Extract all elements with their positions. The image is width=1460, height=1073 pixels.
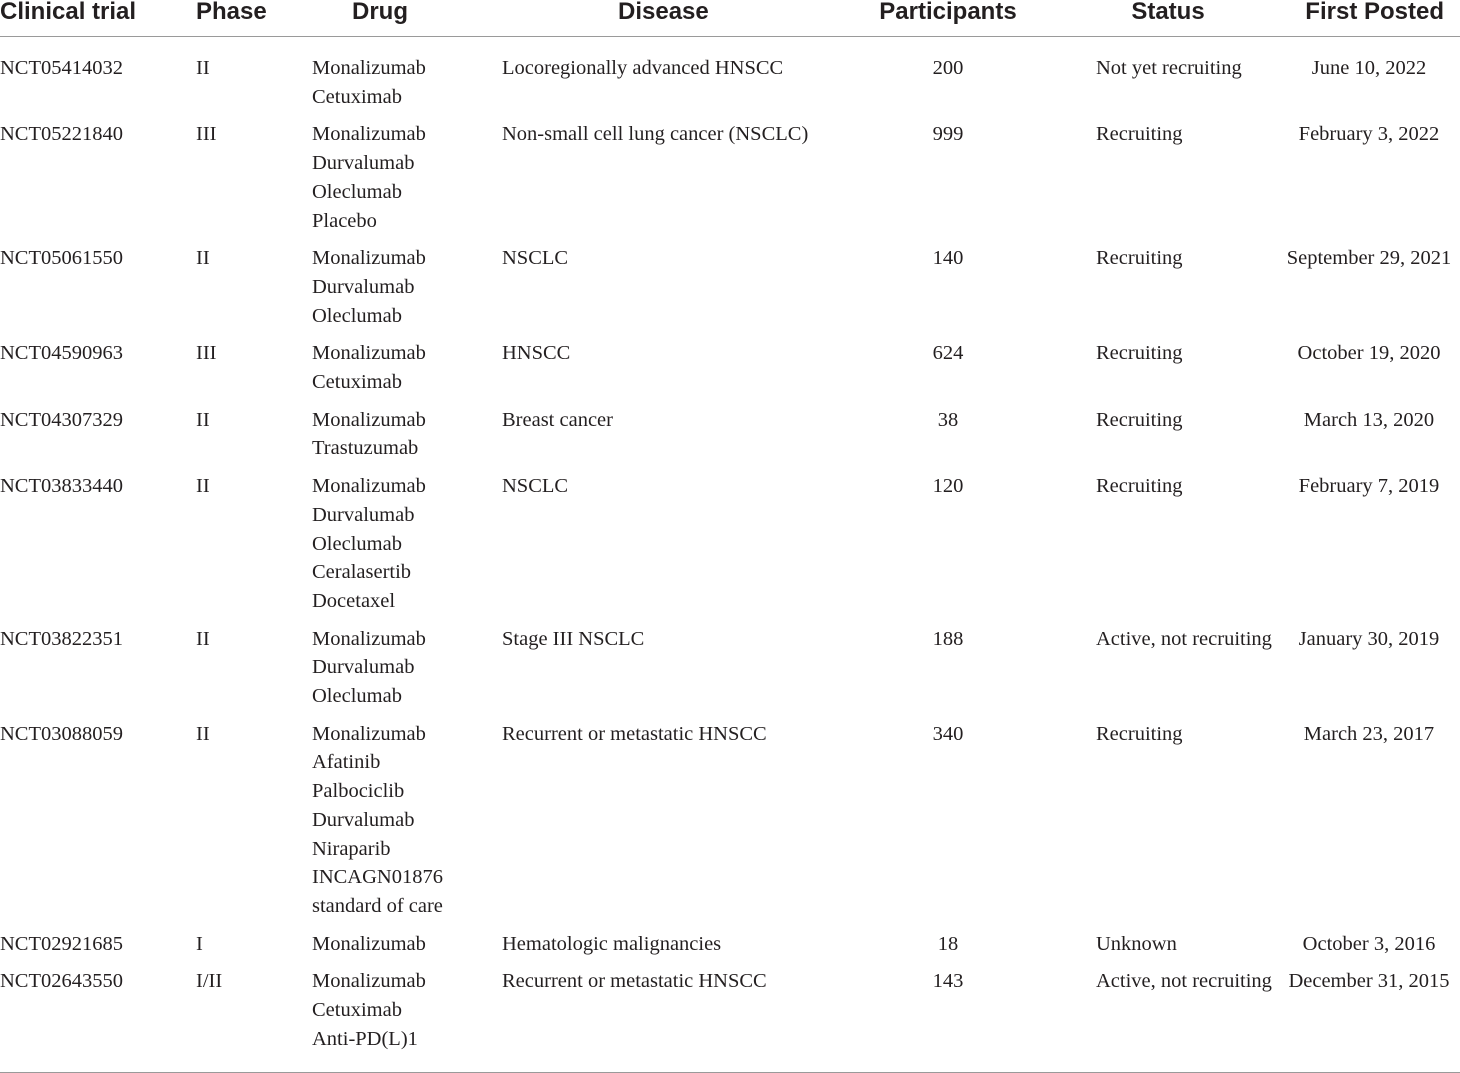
cell-disease: NSCLC: [502, 247, 569, 270]
header-phase: Phase: [192, 0, 312, 37]
cell-drug: [312, 37, 502, 121]
drug-name: INCAGN01876: [312, 866, 443, 889]
drug-name: Oleclumab: [312, 532, 402, 555]
drug-name: Anti-PD(L)1: [312, 1027, 418, 1050]
cell-first-posted: December 31, 2015: [1278, 967, 1460, 1072]
cell-participants: 340: [932, 722, 964, 745]
cell-status: Recruiting: [1096, 722, 1183, 745]
table-row: [0, 120, 1460, 244]
drug-name: Monalizumab: [312, 247, 426, 270]
cell-status: Recruiting: [1096, 247, 1183, 270]
drug-name: Monalizumab: [312, 475, 426, 498]
drug-name: Monalizumab: [312, 408, 426, 431]
drug-name: Durvalumab: [312, 503, 415, 526]
cell-participants: 999: [932, 123, 964, 146]
cell-phase: II: [196, 722, 210, 745]
drug-name: Placebo: [312, 209, 377, 232]
cell-status: Active, not recruiting: [1058, 967, 1278, 1072]
drug-name: Afatinib: [312, 751, 381, 774]
cell-phase: I: [196, 932, 203, 955]
cell-first-posted: January 30, 2019: [1298, 627, 1440, 650]
cell-first-posted: October 19, 2020: [1297, 342, 1441, 365]
cell-clinical-trial: NCT05061550: [0, 247, 123, 270]
cell-participants: 120: [932, 475, 964, 498]
drug-name: Durvalumab: [312, 808, 415, 831]
drug-name: Monalizumab: [312, 57, 426, 79]
cell-disease: NSCLC: [502, 475, 569, 498]
cell-disease: Breast cancer: [502, 408, 613, 431]
table-row: [0, 37, 1460, 121]
cell-drug: [312, 720, 502, 930]
drug-name: Oleclumab: [312, 304, 402, 327]
table-row: [0, 244, 1460, 339]
cell-drug: [312, 472, 502, 625]
header-drug: Drug: [312, 0, 502, 37]
cell-first-posted: March 13, 2020: [1303, 408, 1435, 431]
table-row: [0, 967, 1460, 1072]
cell-first-posted: September 29, 2021: [1286, 247, 1452, 270]
drug-name: Niraparib: [312, 837, 391, 860]
header-status: Status: [1058, 0, 1278, 37]
cell-clinical-trial: NCT05221840: [0, 123, 123, 146]
header-row: [0, 0, 1460, 37]
table-header: [0, 0, 1460, 37]
cell-participants: 140: [932, 247, 964, 270]
cell-drug: [312, 406, 502, 472]
cell-participants: 18: [937, 932, 959, 955]
cell-drug: [312, 930, 502, 968]
cell-status: Unknown: [1096, 932, 1177, 955]
table-row: [0, 625, 1460, 720]
drug-name: Oleclumab: [312, 685, 402, 708]
cell-status: Recruiting: [1096, 123, 1183, 146]
drug-name: Monalizumab: [312, 722, 426, 745]
cell-drug: [312, 120, 502, 244]
drug-name: Cetuximab: [312, 371, 402, 394]
cell-drug: [312, 967, 502, 1072]
cell-first-posted: February 7, 2019: [1298, 475, 1440, 498]
drug-name: Ceralasertib: [312, 561, 412, 584]
drug-name: standard of care: [312, 894, 443, 917]
table-row: [0, 472, 1460, 625]
cell-phase: I/II: [192, 967, 312, 1072]
cell-first-posted: October 3, 2016: [1302, 932, 1436, 955]
cell-phase: II: [196, 475, 210, 498]
cell-first-posted: February 3, 2022: [1298, 123, 1440, 146]
cell-participants: 143: [838, 967, 1058, 1072]
cell-drug: [312, 339, 502, 405]
cell-first-posted: March 23, 2017: [1303, 722, 1435, 745]
drug-name: Palbociclib: [312, 780, 405, 803]
cell-participants: 200: [932, 57, 964, 79]
drug-name: Trastuzumab: [312, 437, 419, 460]
cell-disease: Recurrent or metastatic HNSCC: [502, 967, 838, 1072]
cell-clinical-trial: NCT05414032: [0, 57, 123, 79]
cell-status: Recruiting: [1096, 408, 1183, 431]
table-row: [0, 339, 1460, 405]
drug-name: Cetuximab: [312, 999, 402, 1022]
table-row: [0, 406, 1460, 472]
cell-phase: II: [196, 408, 210, 431]
cell-drug: [312, 625, 502, 720]
cell-participants: 188: [932, 627, 964, 650]
table-body: [0, 37, 1460, 1073]
cell-clinical-trial: NCT03833440: [0, 475, 123, 498]
cell-clinical-trial: NCT03822351: [0, 627, 123, 650]
cell-clinical-trial: NCT02921685: [0, 932, 123, 955]
cell-phase: II: [196, 627, 210, 650]
drug-name: Durvalumab: [312, 152, 415, 175]
cell-first-posted: June 10, 2022: [1311, 57, 1427, 79]
drug-name: Durvalumab: [312, 656, 415, 679]
cell-phase: II: [196, 57, 210, 79]
cell-phase: III: [196, 123, 217, 146]
cell-status: Not yet recruiting: [1096, 57, 1242, 79]
cell-status: Recruiting: [1096, 475, 1183, 498]
cell-participants: 38: [937, 408, 959, 431]
cell-disease: Hematologic malignancies: [502, 932, 722, 955]
header-participants: Participants: [838, 0, 1058, 37]
cell-disease: Stage III NSCLC: [502, 627, 645, 650]
drug-name: Oleclumab: [312, 180, 402, 203]
cell-clinical-trial: NCT04590963: [0, 342, 123, 365]
cell-phase: III: [196, 342, 217, 365]
cell-disease: Locoregionally advanced HNSCC: [502, 57, 784, 79]
cell-disease: Recurrent or metastatic HNSCC: [502, 722, 767, 745]
table-row: [0, 720, 1460, 930]
drug-name: Monalizumab: [312, 970, 426, 993]
cell-disease: HNSCC: [502, 342, 571, 365]
cell-phase: II: [196, 247, 210, 270]
drug-name: Monalizumab: [312, 342, 426, 365]
cell-clinical-trial: NCT04307329: [0, 408, 123, 431]
drug-name: Docetaxel: [312, 589, 396, 612]
header-disease: Disease: [502, 0, 838, 37]
drug-name: Durvalumab: [312, 275, 415, 298]
drug-name: Monalizumab: [312, 627, 426, 650]
header-clinical-trial: Clinical trial: [0, 0, 192, 37]
cell-disease: Non-small cell lung cancer (NSCLC): [502, 123, 809, 146]
cell-status: Active, not recruiting: [1096, 627, 1272, 650]
table-row: [0, 930, 1460, 968]
drug-name: Cetuximab: [312, 85, 402, 108]
cell-clinical-trial: NCT03088059: [0, 722, 123, 745]
header-first-posted: First Posted: [1278, 0, 1460, 37]
cell-clinical-trial: NCT02643550: [0, 967, 192, 1072]
cell-status: Recruiting: [1096, 342, 1183, 365]
drug-name: Monalizumab: [312, 123, 426, 146]
cell-drug: [312, 244, 502, 339]
cell-participants: 624: [932, 342, 964, 365]
drug-name: Monalizumab: [312, 932, 426, 955]
